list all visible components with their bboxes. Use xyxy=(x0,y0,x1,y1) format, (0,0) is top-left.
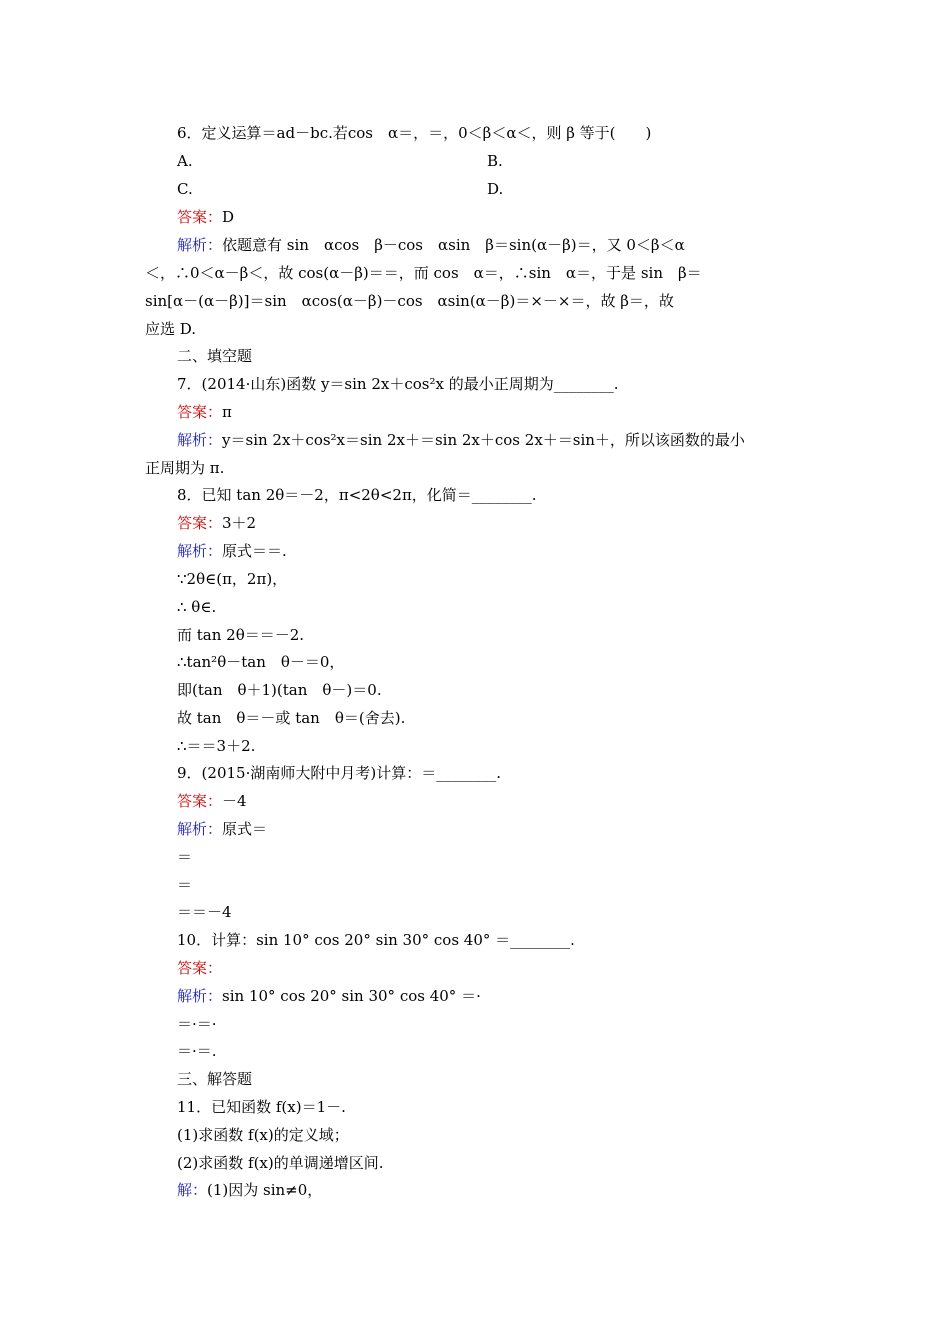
solution-7-line-2: 正周期为 π. xyxy=(145,459,225,477)
answer-value: 3＋2 xyxy=(222,514,257,532)
answer-label: 答案： xyxy=(177,959,223,977)
question-11: 11．已知函数 f(x)＝1－. xyxy=(177,1098,346,1116)
answer-label: 答案： xyxy=(177,792,223,810)
answer-label: 答案： xyxy=(177,514,223,532)
solution-text: 依题意有 sin αcos β－cos αsin β＝sin(α－β)＝，又 0＜β＜α xyxy=(222,236,685,254)
question-10: 10．计算：sin 10° cos 20° sin 30° cos 40° ＝________. xyxy=(177,931,575,949)
solution-text: 原式＝ xyxy=(222,820,268,838)
answer-value: －4 xyxy=(222,792,247,810)
solution-8-line-7: 故 tan θ＝－或 tan θ＝(舍去). xyxy=(177,709,406,727)
solution-9-line-2: ＝ xyxy=(177,848,193,866)
solution-8-line-2: ∵2θ∈(π，2π)， xyxy=(177,570,288,588)
solution-10-line-1 xyxy=(177,986,481,1006)
answer-value: D xyxy=(222,208,235,226)
solution-label: 解析： xyxy=(177,987,223,1005)
section-solutions: 三、解答题 xyxy=(177,1070,253,1088)
solution-6-line-4: 应选 D. xyxy=(145,320,197,338)
option-b: B. xyxy=(487,152,503,170)
solution-text: 原式＝＝. xyxy=(222,542,287,560)
solution-text: sin 10° cos 20° sin 30° cos 40° ＝· xyxy=(222,987,481,1005)
answer-label: 答案： xyxy=(177,403,223,421)
solution-10-line-2: ＝·＝· xyxy=(177,1015,217,1033)
solution-8-line-1 xyxy=(177,541,287,561)
solution-text: (1)因为 sin≠0， xyxy=(207,1181,323,1199)
question-6: 6．定义运算＝ad－bc.若cos α＝，＝，0＜β＜α＜，则 β 等于( ) xyxy=(177,124,652,142)
solution-label: 解析： xyxy=(177,820,223,838)
solution-7-line-1 xyxy=(177,430,745,450)
solution-11-line-1 xyxy=(177,1180,322,1200)
option-c: C. xyxy=(177,180,193,198)
solution-9-line-4: ＝＝－4 xyxy=(177,903,232,921)
option-a: A. xyxy=(177,152,193,170)
solution-label: 解析： xyxy=(177,542,223,560)
solution-label: 解析： xyxy=(177,236,223,254)
answer-6 xyxy=(177,207,234,227)
solution-9-line-3: ＝ xyxy=(177,876,193,894)
answer-9 xyxy=(177,791,247,811)
solution-label: 解析： xyxy=(177,431,223,449)
answer-value: π xyxy=(222,403,232,421)
question-7: 7．(2014·山东)函数 y＝sin 2x＋cos²x 的最小正周期为________. xyxy=(177,375,619,393)
solution-8-line-6: 即(tan θ＋1)(tan θ－)＝0. xyxy=(177,681,382,699)
solution-8-line-4: 而 tan 2θ＝＝－2. xyxy=(177,626,305,644)
solution-6-line-3: sin[α－(α－β)]＝sin αcos(α－β)－cos αsin(α－β)＝×－×＝，故 β＝，故 xyxy=(145,292,674,310)
question-11-part-1: (1)求函数 f(x)的定义域； xyxy=(177,1126,349,1144)
solution-8-line-3: ∴ θ∈. xyxy=(177,598,217,616)
solution-9-line-1 xyxy=(177,819,267,839)
solution-text: y＝sin 2x＋cos²x＝sin 2x＋＝sin 2x＋cos 2x＋＝sin＋，所以该函数的最小 xyxy=(222,431,745,449)
solution-6-line-1 xyxy=(177,235,685,255)
solution-8-line-5: ∴tan²θ－tan θ－＝0， xyxy=(177,653,345,671)
solution-10-line-3: ＝·＝. xyxy=(177,1042,217,1060)
section-fill-in: 二、填空题 xyxy=(177,347,253,365)
option-d: D. xyxy=(487,180,504,198)
question-9: 9．(2015·湖南师大附中月考)计算：＝________. xyxy=(177,764,501,782)
solution-6-line-2: ＜，∴0＜α－β＜，故 cos(α－β)＝＝，而 cos α＝，∴sin α＝，于是 sin β＝ xyxy=(145,264,702,282)
answer-7 xyxy=(177,402,232,422)
answer-8 xyxy=(177,513,256,533)
answer-label: 答案： xyxy=(177,208,223,226)
answer-10 xyxy=(177,958,222,978)
solution-8-line-8: ∴＝＝3＋2. xyxy=(177,737,256,755)
question-8: 8．已知 tan 2θ＝－2，π<2θ<2π，化简＝________. xyxy=(177,486,537,504)
solution-label: 解： xyxy=(177,1181,208,1199)
question-11-part-2: (2)求函数 f(x)的单调递增区间. xyxy=(177,1154,384,1172)
